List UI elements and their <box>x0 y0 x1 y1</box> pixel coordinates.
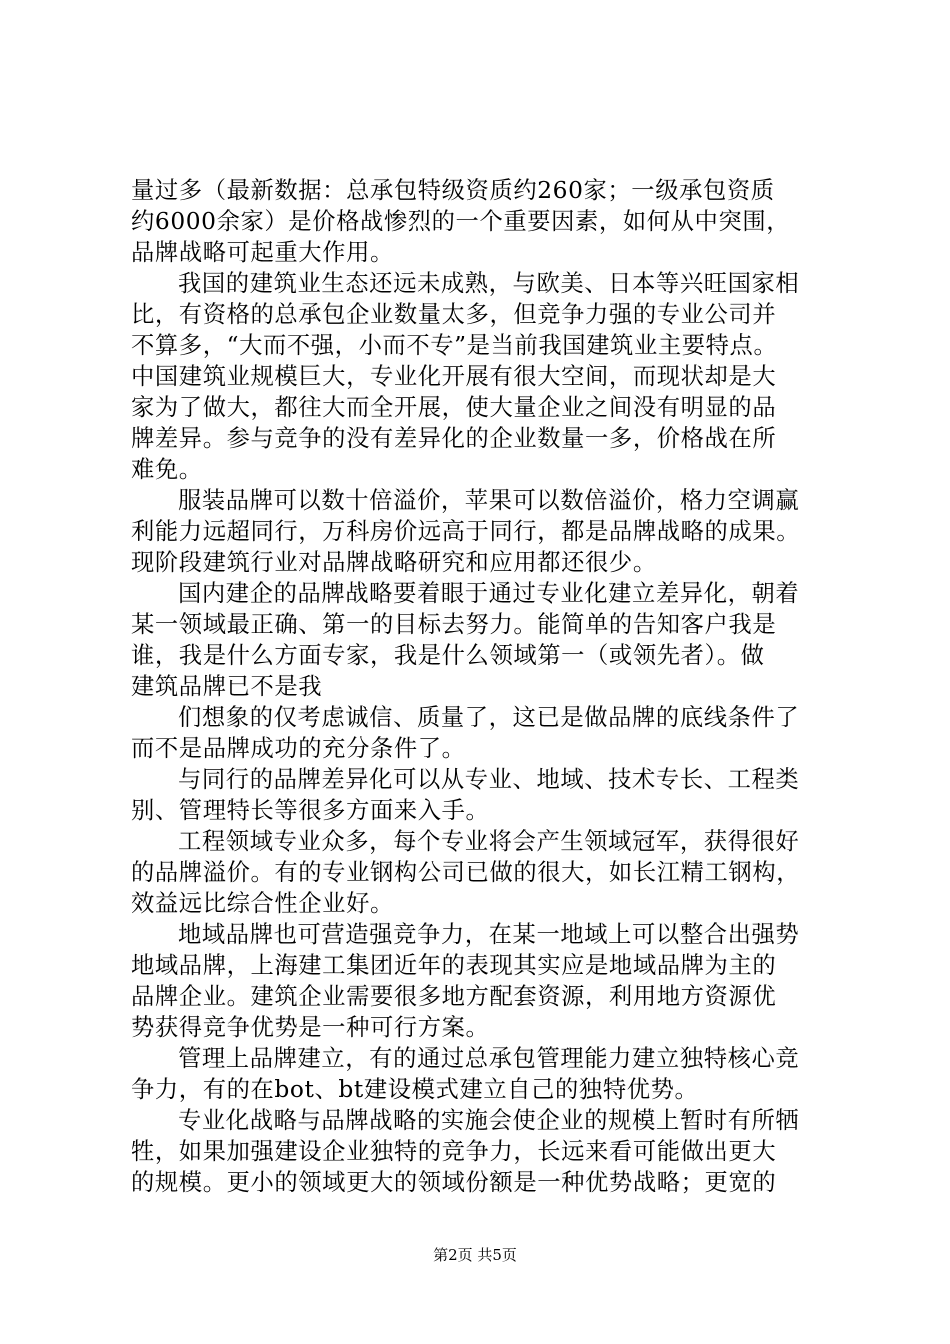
text-line: 的规模。更小的领域更大的领域份额是一种优势战略；更宽的 <box>131 1169 777 1196</box>
text-line: 效益远比综合性企业好。 <box>131 890 394 917</box>
text-line: 地域品牌，上海建工集团近年的表现其实应是地域品牌为主的 <box>131 952 777 979</box>
text-line: 约6000余家）是价格战惨烈的一个重要因素，如何从中突围， <box>131 208 791 235</box>
paragraph-start-line: 我国的建筑业生态还远未成熟，与欧美、日本等兴旺国家相 <box>178 270 800 297</box>
text-line: 牲，如果加强建设企业独特的竞争力，长远来看可能做出更大 <box>131 1138 777 1165</box>
text-line: 难免。 <box>131 456 203 483</box>
paragraph-start-line: 与同行的品牌差异化可以从专业、地域、技术专长、工程类 <box>178 766 800 793</box>
text-line: 不算多，“大而不强，小而不专”是当前我国建筑业主要特点。 <box>131 332 778 359</box>
text-line: 别、管理特长等很多方面来入手。 <box>131 797 490 824</box>
paragraph-start-line: 管理上品牌建立，有的通过总承包管理能力建立独特核心竞 <box>178 1045 800 1072</box>
text-line: 品牌战略可起重大作用。 <box>131 239 394 266</box>
text-line: 建筑品牌已不是我 <box>131 673 323 700</box>
text-line: 谁，我是什么方面专家，我是什么领域第一（或领先者）。做 <box>131 642 765 669</box>
text-line: 利能力远超同行，万科房价远高于同行，都是品牌战略的成果。 <box>131 518 801 545</box>
text-line: 中国建筑业规模巨大，专业化开展有很大空间，而现状却是大 <box>131 363 777 390</box>
paragraph-start-line: 工程领域专业众多，每个专业将会产生领域冠军，获得很好 <box>178 828 800 855</box>
text-line: 势获得竞争优势是一种可行方案。 <box>131 1014 490 1041</box>
paragraph-start-line: 国内建企的品牌战略要着眼于通过专业化建立差异化，朝着 <box>178 580 800 607</box>
text-line: 牌差异。参与竞争的没有差异化的企业数量一多，价格战在所 <box>131 425 777 452</box>
body-text <box>131 175 831 1198</box>
text-line: 品牌企业。建筑企业需要很多地方配套资源，利用地方资源优 <box>131 983 777 1010</box>
page-footer-number: 第2页 共5页 <box>433 1246 517 1264</box>
paragraph-start-line: 们想象的仅考虑诚信、质量了，这已是做品牌的底线条件了 <box>178 704 800 731</box>
text-line: 的品牌溢价。有的专业钢构公司已做的很大，如长江精工钢构， <box>131 859 801 886</box>
text-line: 量过多（最新数据：总承包特级资质约260家；一级承包资质 <box>131 177 775 204</box>
paragraph-start-line: 专业化战略与品牌战略的实施会使企业的规模上暂时有所牺 <box>178 1107 800 1134</box>
text-line: 而不是品牌成功的充分条件了。 <box>131 735 466 762</box>
text-line: 某一领域最正确、第一的目标去努力。能简单的告知客户我是 <box>131 611 777 638</box>
text-line: 家为了做大，都往大而全开展，使大量企业之间没有明显的品 <box>131 394 777 421</box>
text-line: 争力，有的在bot、bt建设模式建立自己的独特优势。 <box>131 1076 699 1103</box>
paragraph-start-line: 地域品牌也可营造强竞争力，在某一地域上可以整合出强势 <box>178 921 800 948</box>
paragraph-start-line: 服装品牌可以数十倍溢价，苹果可以数倍溢价，格力空调赢 <box>178 487 800 514</box>
text-line: 比，有资格的总承包企业数量太多，但竞争力强的专业公司并 <box>131 301 777 328</box>
text-line: 现阶段建筑行业对品牌战略研究和应用都还很少。 <box>131 549 657 576</box>
